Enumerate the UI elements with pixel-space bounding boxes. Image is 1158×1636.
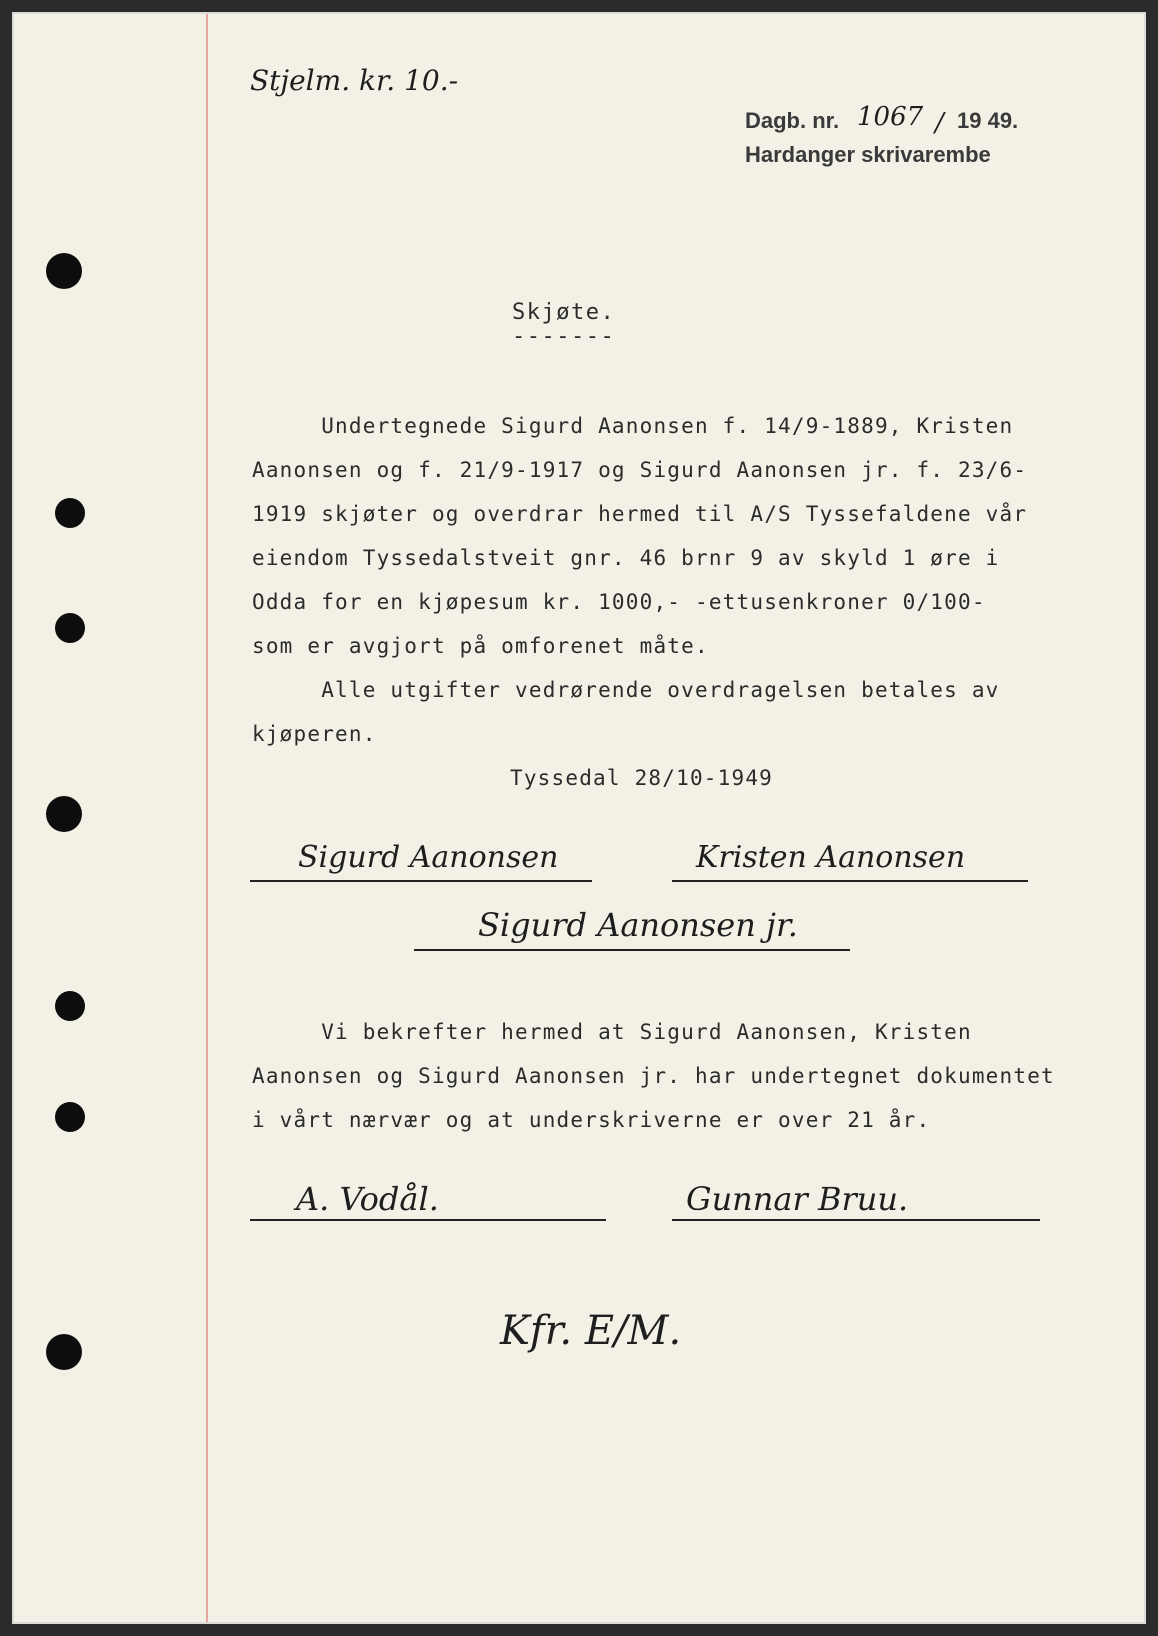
text-line: kjøperen. (252, 722, 377, 746)
text-line: Aanonsen og Sigurd Aanonsen jr. har undertegnet dokumentet (252, 1064, 1055, 1088)
signature-seller3: Sigurd Aanonsen jr. (478, 906, 798, 944)
punch-hole (46, 1334, 82, 1370)
signature-witness1: A. Vodål. (296, 1180, 439, 1218)
punch-hole (55, 613, 85, 643)
text-line: eiendom Tyssedalstveit gnr. 46 brnr 9 av skyld 1 øre i (252, 546, 1000, 570)
place-date: Tyssedal 28/10-1949 (510, 766, 774, 790)
punch-hole (46, 796, 82, 832)
punch-hole (46, 253, 82, 289)
signature-line (250, 880, 592, 882)
text-line: Alle utgifter vedrørende overdragelsen betales av (252, 678, 1000, 702)
signature-seller2: Kristen Aanonsen (696, 840, 966, 875)
signature-line (414, 949, 850, 951)
text-line: 1919 skjøter og overdrar hermed til A/S Tyssefaldene vår (252, 502, 1028, 526)
text-line: Vi bekrefter hermed at Sigurd Aanonsen, Kristen (252, 1020, 972, 1044)
fee-note: Stjelm. kr. 10.- (250, 64, 459, 97)
punch-hole (55, 1102, 85, 1132)
signature-witness2: Gunnar Bruu. (686, 1180, 909, 1218)
signature-line (672, 1219, 1040, 1221)
signature-seller1: Sigurd Aanonsen (298, 840, 559, 875)
signature-line (250, 1219, 606, 1221)
text-line: i vårt nærvær og at underskriverne er over 21 år. (252, 1108, 931, 1132)
margin-line (206, 14, 208, 1622)
stamp-year: 19 49. (957, 108, 1019, 133)
stamp-label: Dagb. nr. (745, 108, 840, 133)
document-title: Skjøte. (512, 300, 616, 325)
text-line: Odda for en kjøpesum kr. 1000,- -ettusenkroner 0/100- (252, 590, 986, 614)
clerk-initials: Kfr. E/M. (500, 1308, 682, 1354)
signature-line (672, 880, 1028, 882)
text-line: Aanonsen og f. 21/9-1917 og Sigurd Aanonsen jr. f. 23/6- (252, 458, 1028, 482)
text-line: som er avgjort på omforenet måte. (252, 634, 709, 658)
punch-hole (55, 498, 85, 528)
stamp-number: 1067 (857, 102, 924, 132)
text-line: Undertegnede Sigurd Aanonsen f. 14/9-1889, Kristen (252, 414, 1014, 438)
punch-hole (55, 991, 85, 1021)
title-underline: ------- (512, 324, 616, 349)
stamp-separator: / (935, 108, 944, 138)
stamp-office: Hardanger skrivarembe (745, 142, 991, 167)
